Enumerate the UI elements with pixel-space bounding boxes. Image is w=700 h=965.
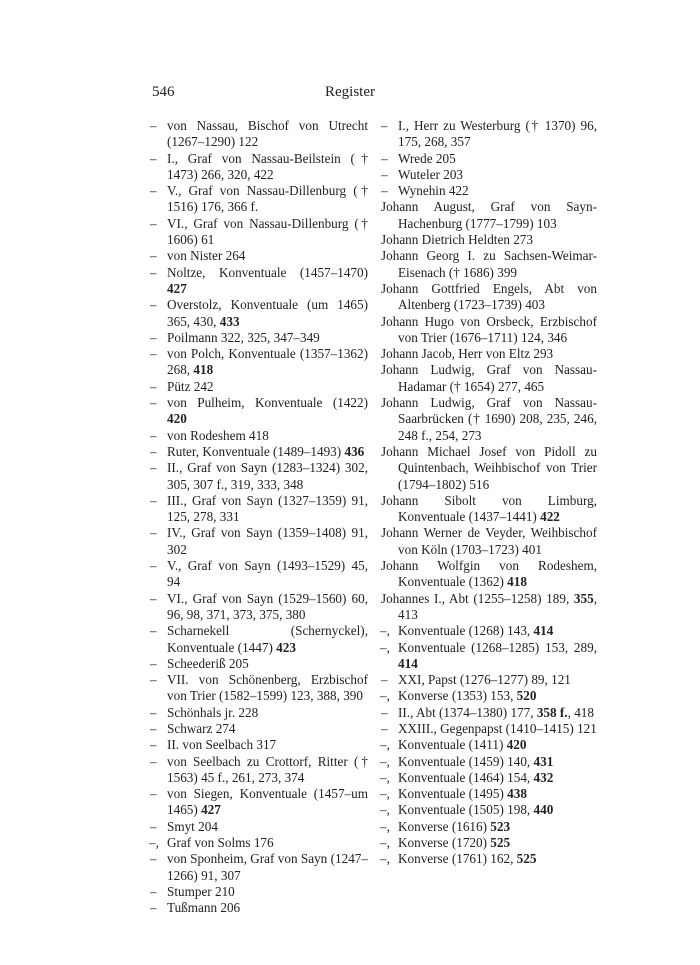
entry-text: Konverse (1720) <box>398 835 491 851</box>
bold-page-reference: 436 <box>344 443 365 459</box>
entry-dash: –, <box>149 835 159 851</box>
entry-dash: – <box>381 720 388 736</box>
entry-text: I., Herr zu Westerburg († 1370) 96, 175, 268, 357 <box>398 118 597 150</box>
entry-dash: – <box>150 215 157 231</box>
bold-page-reference: 427 <box>201 802 221 818</box>
index-entry <box>381 248 597 281</box>
entry-text: II., Abt (1374–1380) 177, <box>398 704 537 720</box>
index-entry <box>150 672 368 705</box>
entry-text: VI., Graf von Sayn (1529–1560) 60, 96, 98, 371, 373, 375, 380 <box>167 590 368 622</box>
page-reference: , 413 <box>398 590 597 622</box>
bold-page-reference: 418 <box>193 362 214 378</box>
index-entry <box>150 118 368 151</box>
entry-text: Johann Dietrich Heldten 273 <box>381 232 533 248</box>
entry-dash: –, <box>380 737 390 753</box>
entry-text: XXIII., Gegenpapst (1410–1415) 121 <box>398 720 597 736</box>
entry-text: Johann Ludwig, Graf von Nassau-Hadamar († 1654) 277, 465 <box>381 362 597 394</box>
index-entry <box>381 721 597 737</box>
index-entry <box>381 346 597 362</box>
entry-text: Johann Wolfgin von Rodeshem, Konventuale (1362) <box>381 558 597 590</box>
entry-text: Johann Michael Josef von Pidoll zu Quintenbach, Weihbischof von Trier (1794–1802) 516 <box>381 443 597 492</box>
index-entry <box>381 314 597 347</box>
entry-text: Johann August, Graf von Sayn-Hachenburg (1777–1799) 103 <box>381 199 597 231</box>
entry-text: IV., Graf von Sayn (1359–1408) 91, 302 <box>167 525 368 557</box>
entry-dash: – <box>381 166 388 182</box>
entry-dash: – <box>381 183 388 199</box>
index-entry <box>381 199 597 232</box>
entry-text: von Seelbach zu Crottorf, Ritter († 1563) 45 f., 261, 273, 374 <box>167 753 368 785</box>
entry-text: Konventuale (1411) <box>398 737 507 753</box>
index-entry <box>150 428 368 444</box>
entry-dash: – <box>381 704 388 720</box>
index-entry <box>150 183 368 216</box>
index-entry <box>150 705 368 721</box>
entry-text: Konventuale (1459) 140, <box>398 753 534 769</box>
entry-dash: – <box>150 460 157 476</box>
index-entry <box>150 493 368 526</box>
entry-text: Konverse (1353) 153, <box>398 688 517 704</box>
index-entry <box>381 835 597 851</box>
entry-dash: –, <box>380 753 390 769</box>
bold-page-reference: 431 <box>533 753 554 769</box>
index-entry <box>381 395 597 444</box>
bold-page-reference: 520 <box>516 688 537 704</box>
index-entry <box>381 623 597 639</box>
entry-dash: – <box>150 737 157 753</box>
index-entry <box>150 346 368 379</box>
bold-page-reference: 355 <box>573 590 594 606</box>
index-entry <box>150 265 368 298</box>
index-entry <box>150 819 368 835</box>
index-entry <box>150 623 368 656</box>
running-title: Register <box>325 84 375 100</box>
entry-text: Ruter, Konventuale (1489–1493) <box>167 443 345 459</box>
index-entry <box>381 819 597 835</box>
bold-page-reference: 358 f. <box>536 704 568 720</box>
entry-dash: – <box>150 704 157 720</box>
entry-text: Johann Werner de Veyder, Weihbischof von Köln (1703–1723) 401 <box>381 525 597 557</box>
bold-page-reference: 414 <box>398 655 418 671</box>
entry-dash: – <box>150 672 157 688</box>
entry-dash: – <box>150 655 157 671</box>
index-entry <box>150 379 368 395</box>
entry-text: III., Graf von Sayn (1327–1359) 91, 125, 278, 331 <box>167 492 368 525</box>
entry-dash: – <box>150 378 157 394</box>
entry-text: Smyt 204 <box>167 818 218 834</box>
entry-text: Wuteler 203 <box>398 166 464 182</box>
index-entry <box>381 183 597 199</box>
bold-page-reference: 433 <box>219 313 240 329</box>
index-column-right <box>381 118 597 868</box>
index-entry <box>381 362 597 395</box>
entry-text: Johann Gottfried Engels, Abt von Altenberg (1723–1739) 403 <box>381 280 597 313</box>
entry-text: Johann Jacob, Herr von Eltz 293 <box>381 346 554 362</box>
bold-page-reference: 438 <box>507 786 527 802</box>
entry-dash: –, <box>380 639 390 655</box>
index-entry <box>381 754 597 770</box>
index-entry <box>150 216 368 249</box>
index-entry <box>381 770 597 786</box>
entry-dash: – <box>150 883 157 899</box>
index-entry <box>150 754 368 787</box>
entry-text: von Pulheim, Konventuale (1422) <box>167 395 368 411</box>
entry-text: Konventuale (1495) <box>398 786 508 802</box>
entry-dash: – <box>150 851 157 867</box>
index-entry <box>150 721 368 737</box>
entry-text: Scharnekell (Schernyckel), Konventuale (1447) <box>167 623 368 655</box>
entry-dash: – <box>150 525 157 541</box>
entry-dash: – <box>150 818 157 834</box>
index-entry <box>381 802 597 818</box>
index-entry <box>381 851 597 867</box>
entry-text: V., Graf von Sayn (1493–1529) 45, 94 <box>167 558 368 590</box>
entry-text: Schwarz 274 <box>167 720 236 736</box>
entry-dash: – <box>150 395 157 411</box>
index-entry <box>150 297 368 330</box>
entry-text: II., Graf von Sayn (1283–1324) 302, 305, 307 f., 319, 333, 348 <box>167 460 368 492</box>
index-entry <box>381 688 597 704</box>
entry-dash: – <box>150 118 157 133</box>
entry-dash: – <box>150 753 157 769</box>
entry-text: Pütz 242 <box>167 378 214 394</box>
entry-dash: – <box>381 118 388 133</box>
index-entry <box>150 525 368 558</box>
bold-page-reference: 414 <box>533 623 554 639</box>
entry-dash: – <box>150 183 157 199</box>
entry-text: I., Graf von Nassau-Beilstein († 1473) 266, 320, 422 <box>167 150 368 182</box>
entry-text: VII. von Schönenberg, Erzbischof von Trier (1582–1599) 123, 388, 390 <box>167 672 368 704</box>
entry-text: von Polch, Konventuale (1357–1362) 268, <box>167 346 368 378</box>
index-entry <box>150 460 368 493</box>
entry-dash: –, <box>380 623 390 639</box>
bold-page-reference: 523 <box>490 818 511 834</box>
index-entry <box>150 656 368 672</box>
entry-dash: – <box>150 150 157 166</box>
index-entry <box>381 591 597 624</box>
entry-text: Konventuale (1505) 198, <box>398 802 534 818</box>
index-entry <box>381 444 597 493</box>
index-entry <box>150 395 368 428</box>
entry-dash: – <box>150 900 157 916</box>
entry-dash: – <box>150 346 157 362</box>
entry-text: Tußmann 206 <box>167 900 241 916</box>
index-entry <box>150 444 368 460</box>
index-entry <box>150 151 368 184</box>
bold-page-reference: 525 <box>490 835 511 851</box>
entry-text: Schönhals jr. 228 <box>167 704 259 720</box>
entry-text: Stumper 210 <box>167 883 235 899</box>
entry-text: von Sponheim, Graf von Sayn (1247–1266) 91, 307 <box>167 851 368 883</box>
entry-dash: –, <box>380 786 390 802</box>
entry-text: Poilmann 322, 325, 347–349 <box>167 329 320 345</box>
index-entry <box>381 525 597 558</box>
entry-dash: –, <box>380 802 390 818</box>
entry-text: von Rodeshem 418 <box>167 427 269 443</box>
index-entry <box>150 884 368 900</box>
entry-dash: –, <box>380 769 390 785</box>
index-entry <box>381 558 597 591</box>
index-entry <box>150 835 368 851</box>
entry-dash: – <box>150 443 157 459</box>
index-entry <box>150 330 368 346</box>
entry-dash: –, <box>380 835 390 851</box>
bold-page-reference: 418 <box>507 574 527 590</box>
entry-dash: – <box>150 329 157 345</box>
index-column-left <box>150 118 368 917</box>
entry-text: von Nassau, Bischof von Utrecht (1267–1290) 122 <box>167 118 368 150</box>
entry-dash: – <box>381 150 388 166</box>
index-entry <box>381 118 597 151</box>
index-entry <box>150 900 368 916</box>
index-entry <box>381 167 597 183</box>
entry-text: von Nister 264 <box>167 248 246 264</box>
index-entry <box>150 737 368 753</box>
entry-text: Johann Sibolt von Limburg, Konventuale (1437–1441) <box>381 492 597 525</box>
entry-text: Konventuale (1464) 154, <box>398 769 534 785</box>
index-entry <box>381 232 597 248</box>
entry-dash: – <box>381 672 388 688</box>
entry-text: VI., Graf von Nassau-Dillenburg († 1606) 61 <box>167 215 368 248</box>
index-entry <box>381 672 597 688</box>
bold-page-reference: 423 <box>276 639 296 655</box>
index-entry <box>381 640 597 673</box>
entry-dash: –, <box>380 688 390 704</box>
bold-page-reference: 432 <box>533 769 554 785</box>
index-entry <box>150 248 368 264</box>
entry-dash: – <box>150 786 157 802</box>
entry-text: Scheederiß 205 <box>167 655 249 671</box>
index-entry <box>381 151 597 167</box>
index-entry <box>150 558 368 591</box>
entry-dash: –, <box>380 851 390 867</box>
bold-page-reference: 427 <box>167 280 187 296</box>
index-entry <box>381 705 597 721</box>
entry-dash: – <box>150 720 157 736</box>
entry-dash: – <box>150 558 157 574</box>
entry-text: von Siegen, Konventuale (1457–um 1465) <box>167 786 368 818</box>
entry-dash: –, <box>380 818 390 834</box>
bold-page-reference: 440 <box>533 802 554 818</box>
index-entry <box>381 786 597 802</box>
entry-dash: – <box>150 248 157 264</box>
index-entry <box>150 786 368 819</box>
entry-text: Konverse (1761) 162, <box>398 851 517 867</box>
page-reference: , 418 <box>567 704 594 720</box>
index-entry <box>381 493 597 526</box>
index-entry <box>381 737 597 753</box>
entry-text: Wynehin 422 <box>398 183 469 199</box>
entry-dash: – <box>150 427 157 443</box>
entry-text: V., Graf von Nassau-Dillenburg († 1516) 176, 366 f. <box>167 183 368 215</box>
entry-text: Johann Hugo von Orsbeck, Erzbischof von Trier (1676–1711) 124, 346 <box>381 313 597 345</box>
entry-dash: – <box>150 623 157 639</box>
bold-page-reference: 420 <box>506 737 527 753</box>
index-entry <box>381 281 597 314</box>
entry-text: Konventuale (1268–1285) 153, 289, <box>398 639 597 655</box>
entry-text: Graf von Solms 176 <box>167 835 274 851</box>
page-number: 546 <box>152 84 175 100</box>
index-entry <box>150 851 368 884</box>
entry-dash: – <box>150 264 157 280</box>
bold-page-reference: 420 <box>167 411 187 427</box>
bold-page-reference: 422 <box>540 509 560 525</box>
entry-dash: – <box>150 492 157 508</box>
entry-text: Konverse (1616) <box>398 818 491 834</box>
entry-text: Noltze, Konventuale (1457–1470) <box>167 264 368 280</box>
entry-text: Konventuale (1268) 143, <box>398 623 534 639</box>
entry-text: Wrede 205 <box>398 150 456 166</box>
entry-text: Overstolz, Konventuale (um 1465) 365, 430, <box>167 297 368 329</box>
entry-text: Johannes I., Abt (1255–1258) 189, <box>381 590 574 606</box>
entry-text: Johann Georg I. zu Sachsen-Weimar-Eisenach († 1686) 399 <box>381 248 597 280</box>
bold-page-reference: 525 <box>516 851 537 867</box>
entry-text: Johann Ludwig, Graf von Nassau-Saarbrücken († 1690) 208, 235, 246, 248 f., 254, 273 <box>381 395 597 443</box>
entry-text: XXI, Papst (1276–1277) 89, 121 <box>398 672 571 688</box>
entry-dash: – <box>150 590 157 606</box>
index-entry <box>150 591 368 624</box>
entry-dash: – <box>150 297 157 313</box>
entry-text: II. von Seelbach 317 <box>167 737 277 753</box>
